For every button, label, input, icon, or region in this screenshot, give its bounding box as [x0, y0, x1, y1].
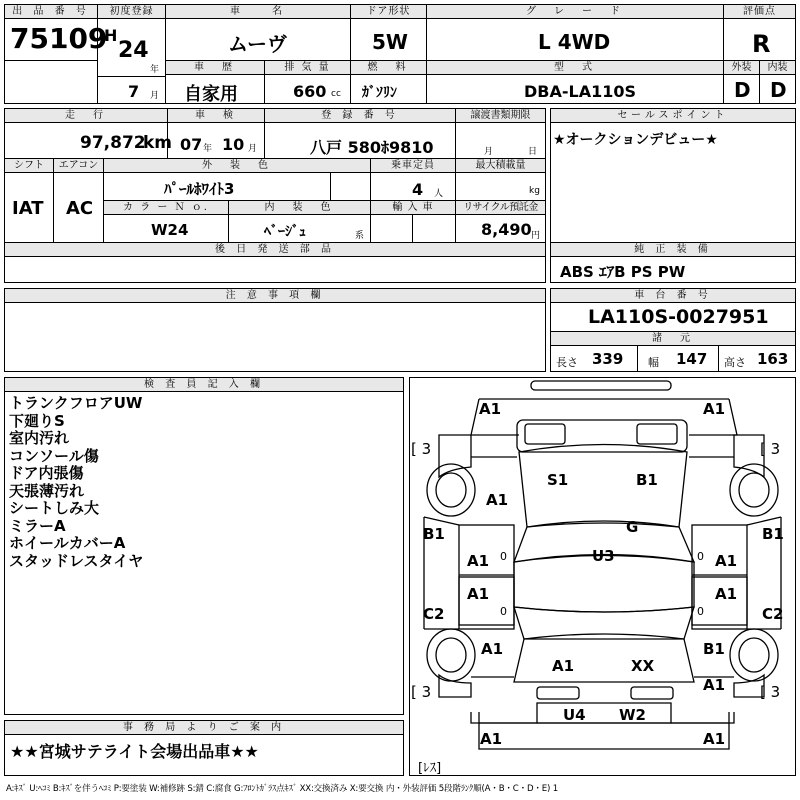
inspector-note: コンソール傷 [9, 446, 99, 465]
score-label: 評価点 [724, 5, 795, 19]
ac-label: エアコン [54, 159, 103, 173]
inspector-note: 室内汚れ [9, 429, 70, 447]
int-score-label: 内装 [760, 61, 795, 75]
dmg-label: A1 [467, 552, 490, 570]
recycle-value: 8,490 [481, 220, 532, 239]
color-no-label: カ ラ ー Ｎ ｏ. [104, 201, 228, 215]
spec-label: 諸 元 [551, 332, 795, 346]
ext-color-value: ﾊﾟｰﾙﾎﾜｲﾄ3 [164, 180, 235, 198]
dmg-label: W2 [619, 706, 646, 724]
dmg-label: [ 3 [411, 440, 432, 458]
insp-month: 10 [222, 135, 245, 154]
era: H [104, 26, 118, 45]
transfer-label: 譲渡書類期限 [456, 109, 545, 123]
model-label: 型 式 [427, 61, 723, 75]
dmg-label: B1 [703, 640, 725, 658]
int-color-suffix: 系 [355, 231, 365, 241]
lot-label: 出 品 番 号 [5, 5, 97, 19]
caution-label: 注 意 事 項 欄 [5, 289, 545, 303]
dmg-label: G [626, 518, 639, 536]
dmg-label: A1 [486, 491, 509, 509]
shift-label: シフト [5, 159, 53, 173]
int-color-value: ﾍﾞｰｼﾞｭ [264, 224, 306, 240]
dmg-label: A1 [715, 552, 738, 570]
color-no-value: W24 [151, 221, 189, 239]
ac-value: AC [66, 198, 94, 219]
inspector-label: 検 査 員 記 入 欄 [5, 378, 403, 392]
history-value: 自家用 [184, 84, 238, 105]
inspector-note: 天張薄汚れ [9, 481, 85, 500]
inspector-note: スタッドレスタイヤ [9, 551, 144, 570]
dmg-label: B1 [636, 471, 658, 489]
inspector-note: トランクフロアUW [9, 394, 143, 412]
dmg-label: A1 [481, 640, 504, 658]
capacity-unit: 人 [434, 189, 444, 199]
dmg-label: A1 [479, 400, 502, 418]
chassis-value: LA110S-0027951 [588, 306, 769, 328]
dmg-label: A1 [715, 585, 738, 603]
fuel-value: ｶﾞｿﾘﾝ [362, 85, 397, 101]
length-label: 長さ [556, 356, 578, 369]
dmg-label: A1 [703, 400, 726, 418]
dmg-label: S1 [547, 471, 569, 489]
inspector-note: ドア内張傷 [9, 464, 84, 482]
history-label: 車 歴 [166, 61, 264, 75]
ext-score-label: 外装 [724, 61, 759, 75]
year-unit: 年 [150, 65, 160, 75]
equipment-label: 純 正 装 備 [551, 243, 795, 257]
inspector-note: 下廻りS [9, 411, 65, 430]
dmg-label: B1 [762, 525, 784, 543]
door-label: ドア形状 [351, 5, 426, 19]
legend-text: A:ｷｽﾞ U:ﾍｺﾐ B:ｷｽﾞを伴うﾍｺﾐ P:要塗装 W:補修跡 S:錆 C:腐食 G:ﾌﾛﾝﾄｶﾞﾗｽ点ｷｽﾞ XX:交換済み X:要交換 内・外装評価 5段階ﾗﾝｸ順(A・B・C・D・E) 1 [6, 784, 558, 794]
dmg-label: C2 [762, 605, 784, 623]
displacement-unit: cc [331, 89, 341, 99]
transfer-day: 日 [528, 147, 538, 157]
office-text: ★★宮城サテライト会場出品車★★ [10, 742, 259, 761]
ext-color-label: 外 装 色 [104, 159, 370, 173]
dmg-label: A1 [703, 730, 726, 748]
dmg-label: A1 [467, 585, 490, 603]
door-value: 5W [372, 30, 408, 54]
dmg-label: C2 [423, 605, 445, 623]
inspector-note: ホイールカバーA [9, 534, 126, 552]
reg-year: 24 [118, 38, 149, 63]
capacity-value: 4 [412, 180, 424, 199]
grade-value: L 4WD [538, 30, 611, 54]
mileage-label: 走 行 [5, 109, 167, 123]
shift-value: IAT [12, 198, 44, 219]
mileage-unit: km [143, 133, 173, 153]
lot-number: 75109 [10, 22, 108, 55]
delivery-label: 後 日 発 送 部 品 [5, 243, 545, 257]
grade-label: グ レ ー ド [427, 5, 723, 19]
model-value: DBA-LA110S [524, 82, 636, 101]
dmg-label: A1 [480, 730, 503, 748]
fuel-label: 燃 料 [351, 61, 426, 75]
sales-point-text: ★オークションデビュー★ [553, 132, 718, 148]
recycle-label: リサイクル預託金 [456, 201, 545, 215]
dmg-label: A1 [552, 657, 575, 675]
int-score: D [770, 78, 787, 102]
insp-year: 07 [180, 135, 203, 154]
dmg-label: 0 [500, 550, 507, 563]
import-label: 輸 入 車 [371, 201, 455, 215]
width-value: 147 [676, 350, 708, 368]
dmg-label: [ 3 [760, 683, 781, 701]
dmg-label: U4 [563, 706, 586, 724]
dmg-label: U3 [592, 547, 615, 565]
dmg-label: 0 [697, 550, 704, 563]
height-label: 高さ [724, 356, 746, 369]
recycle-unit: 円 [531, 231, 541, 241]
inspector-notes [9, 395, 143, 570]
inspection-label: 車 検 [168, 109, 264, 123]
sales-point-label: セールスポイント [551, 109, 795, 123]
office-label: 事 務 局 よ り ご 案 内 [5, 721, 403, 735]
dmg-label: XX [631, 657, 655, 675]
first-reg-label: 初度登録 [98, 5, 165, 19]
capacity-label: 乗車定員 [371, 159, 455, 173]
dmg-label: B1 [423, 525, 445, 543]
displacement-label: 排 気 量 [265, 61, 350, 75]
displacement-value: 660 [293, 82, 327, 101]
max-load-label: 最大積載量 [456, 159, 545, 173]
reg-month: 7 [128, 82, 140, 101]
insp-month-unit: 月 [248, 144, 258, 154]
reg-no-label: 登 録 番 号 [265, 109, 455, 123]
month-unit: 月 [150, 91, 160, 101]
dmg-label: 0 [697, 605, 704, 618]
chassis-label: 車 台 番 号 [551, 289, 795, 303]
dmg-label: 0 [500, 605, 507, 618]
dmg-label: [ 3 [411, 683, 432, 701]
mileage-value: 97,872 [80, 133, 146, 153]
dmg-label: A1 [703, 676, 726, 694]
dmg-label: [ﾚｽ] [418, 761, 442, 776]
inspector-note: シートしみ大 [9, 499, 100, 517]
length-value: 339 [592, 350, 624, 368]
insp-year-unit: 年 [203, 144, 213, 154]
equipment-value: ABS ｴｱB PS PW [560, 263, 686, 281]
width-label: 幅 [648, 356, 659, 369]
inspector-note: ミラーA [9, 516, 66, 535]
max-load-unit: kg [529, 186, 540, 196]
car-outline-svg [409, 377, 796, 776]
ext-score: D [734, 78, 751, 102]
dmg-label: [ 3 [760, 440, 781, 458]
transfer-month: 月 [484, 147, 494, 157]
reg-no-value: 八戸 580ﾎ9810 [310, 138, 434, 157]
int-color-label: 内 装 色 [229, 201, 370, 215]
car-name-label: 車 名 [166, 5, 350, 19]
height-value: 163 [757, 350, 789, 368]
car-name: ムーヴ [228, 32, 287, 56]
score-value: R [752, 30, 771, 58]
